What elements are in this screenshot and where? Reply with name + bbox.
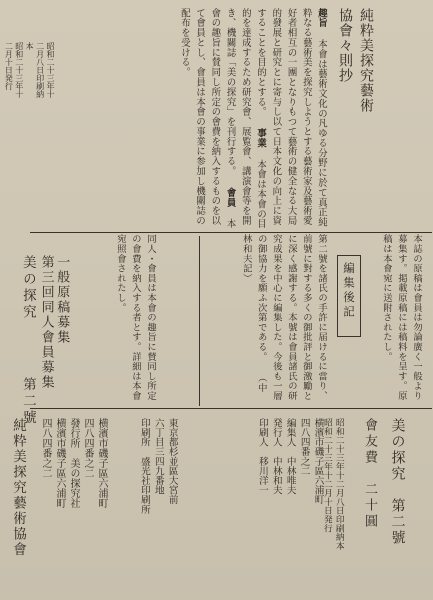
office-number-2: 四八四番之二 bbox=[40, 418, 51, 478]
charter-activities-label: 事業 bbox=[255, 128, 267, 149]
band-divider-2 bbox=[30, 408, 432, 409]
notes-text: 本誌の原稿は會員は勿論廣く一般より募集す。掲載原稿には稿料を呈す。原稿は本會宛に送附されたし。 bbox=[380, 234, 422, 401]
editorial-notes-body bbox=[374, 234, 424, 402]
margin-title-text: 美の探究 bbox=[19, 255, 36, 321]
middle-divider bbox=[199, 236, 200, 406]
charter-heading-line-1: 純粋美探究藝術 bbox=[358, 8, 374, 113]
editor-publisher-block bbox=[255, 418, 325, 504]
publisher-person: 印刷人 移川洋一 bbox=[256, 418, 268, 495]
charter-purpose-text: 本會は藝術文化の凡ゆる分野に於て真正純粋なる藝術美を探究しようとする藝術家及藝術愛好者相互の一團となりもつて藝術の健全なる大局的發展と研究とに寄与し以て日本文化の向上に資することを目的とする。 bbox=[255, 8, 327, 228]
margin-issue-text: 第二號 bbox=[19, 377, 36, 427]
printer-block bbox=[137, 418, 179, 514]
office-label: 發行所 美の探究社 bbox=[68, 418, 79, 508]
office-address: 横濱市磯子區六浦町 bbox=[96, 418, 107, 508]
charter-membership-label: 會員 bbox=[224, 187, 236, 208]
charter-activities-text: 本會は本會の目的を達成するため研究會、展覧會、講演會等を開き、機關誌「美の探究」を刊行する。 bbox=[224, 8, 267, 229]
call-for-submissions-heading bbox=[38, 255, 69, 423]
margin-magazine-title bbox=[18, 255, 37, 427]
registration-line-1: 昭和二十三年十二月八日印刷納本 bbox=[25, 42, 55, 98]
call-for-members-body bbox=[60, 234, 158, 402]
publisher-name: 発行人 中林和夫 bbox=[270, 418, 282, 495]
printer-number: 六丁目三四九番地 bbox=[152, 418, 164, 495]
association-name bbox=[8, 418, 28, 558]
afterword-text: 第二號を諸氏の手許に届けるに當り、前號に對する多くの御批評と御激勵とに深く感謝する。本號は會員諸氏の研究成果を中心に編集した。今後も一層の御協力を願ふ次第である。 bbox=[255, 234, 327, 401]
office-number: 四八四番之二 bbox=[82, 418, 93, 478]
editor-number: 四八四番之二 bbox=[298, 418, 310, 476]
editorial-afterword-body bbox=[205, 234, 329, 402]
registration-line-2: 昭和二十三年十二月十日発行 bbox=[4, 42, 24, 98]
call-heading-line-2: 第三回同人會員募集 bbox=[38, 255, 54, 390]
price-text: 會友費 二十圓 bbox=[362, 418, 377, 530]
afterword-heading-text: 編集後記 bbox=[342, 262, 356, 320]
charter-heading bbox=[334, 8, 376, 178]
charter-heading-line-2: 協會々則抄 bbox=[337, 8, 353, 83]
printer-label: 印刷所 盛光社印刷所 bbox=[138, 418, 150, 514]
charter-purpose-label: 趣旨 bbox=[316, 8, 327, 28]
office-address-2: 横濱市磯子區六浦町 bbox=[54, 418, 65, 508]
colophon-printed-date: 昭和二十三年十二月八日印刷納本 bbox=[333, 418, 344, 550]
price bbox=[360, 418, 379, 530]
publication-registration bbox=[3, 42, 55, 104]
charter-body bbox=[103, 8, 329, 230]
editor-address: 横濱市磯子區六浦町 bbox=[312, 418, 324, 505]
association-name-text: 純粋美探究藝術協會 bbox=[10, 418, 26, 558]
editorial-afterword-heading bbox=[337, 255, 361, 337]
call-text: 同人・會員は本會の趣旨に賛同し所定の會費を納入する者とす。詳細は本會宛照會されたし。 bbox=[114, 234, 156, 401]
call-heading-line-1: 一般原稿募集 bbox=[54, 255, 70, 345]
editor-name: 編集人 中林唯夫 bbox=[284, 418, 296, 495]
colophon-issued-date: 昭和二十三年十二月十日発行 bbox=[321, 418, 332, 533]
publishing-office-block bbox=[38, 418, 108, 508]
band-divider-1 bbox=[30, 232, 432, 233]
colophon-title bbox=[388, 418, 406, 546]
colophon-title-text: 美の探究 第二號 bbox=[389, 418, 406, 546]
printer-address: 東京都杉並區大宮前 bbox=[166, 418, 178, 505]
charter-membership-text: 本會の趣旨に賛同し所定の會費を納入するものを以て會員とし、會員は本會の事業に参加し機關誌の配布を受ける。 bbox=[178, 8, 236, 229]
afterword-signature: （中林和夫記） bbox=[240, 234, 267, 393]
